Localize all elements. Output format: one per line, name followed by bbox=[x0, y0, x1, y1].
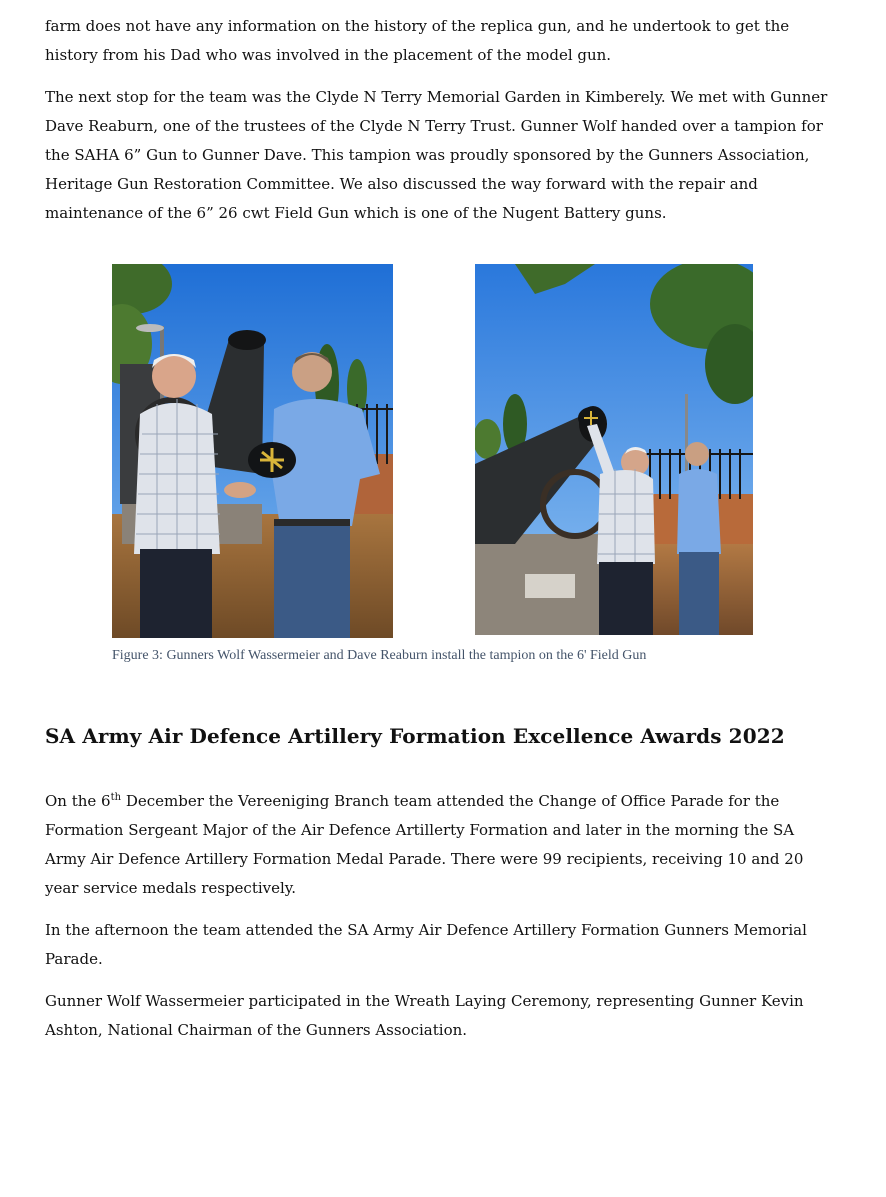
photo-installing-illustration bbox=[475, 264, 753, 635]
paragraph-change-of-office-parade bbox=[45, 787, 835, 903]
paragraph-text-before-ordinal: On the 6 bbox=[45, 792, 111, 810]
figure-caption: Figure 3: Gunners Wolf Wassermeier and Dave Reaburn install the tampion on the 6' Field Gun bbox=[112, 648, 647, 663]
paragraph-memorial-parade: In the afternoon the team attended the SA Army Air Defence Artillery Formation Gunners Memorial Parade. bbox=[45, 921, 807, 968]
photo-handover-tampion bbox=[112, 264, 393, 638]
section-heading: SA Army Air Defence Artillery Formation Excellence Awards 2022 bbox=[45, 724, 785, 748]
paragraph-clyde-terry-garden: The next stop for the team was the Clyde N Terry Memorial Garden in Kimberely. We met with Gunner Dave Reaburn, one of the trustees of the Clyde N Terry Trust. Gunner Wolf handed over a tampion for the SAHA 6” Gun to Gunner Dave. This tampion was proudly sponsored by the Gunners Association, Heritage Gun Restoration Committee. We also discussed the way forward with the repair and maintenance of the 6” 26 cwt Field Gun which is one of the Nugent Battery guns. bbox=[45, 88, 828, 222]
paragraph-replica-gun-history: farm does not have any information on the history of the replica gun, and he undertook to get the history from his Dad who was involved in the placement of the model gun. bbox=[45, 17, 790, 64]
paragraph-wreath-laying: Gunner Wolf Wassermeier participated in the Wreath Laying Ceremony, representing Gunner Kevin Ashton, National Chairman of the Gunners Association. bbox=[45, 992, 804, 1039]
ordinal-suffix: th bbox=[110, 792, 122, 803]
photo-handover-illustration bbox=[112, 264, 393, 638]
photo-installing-tampion bbox=[475, 264, 753, 635]
paragraph-text-after-ordinal: December the Vereeniging Branch team attended the Change of Office Parade for the Formation Sergeant Major of the Air Defence Artillerty Formation and later in the morning the SA Army Air Defence Artillery Formation Medal Parade. There were 99 recipients, receiving 10 and 20 year service medals respectively. bbox=[45, 792, 804, 897]
